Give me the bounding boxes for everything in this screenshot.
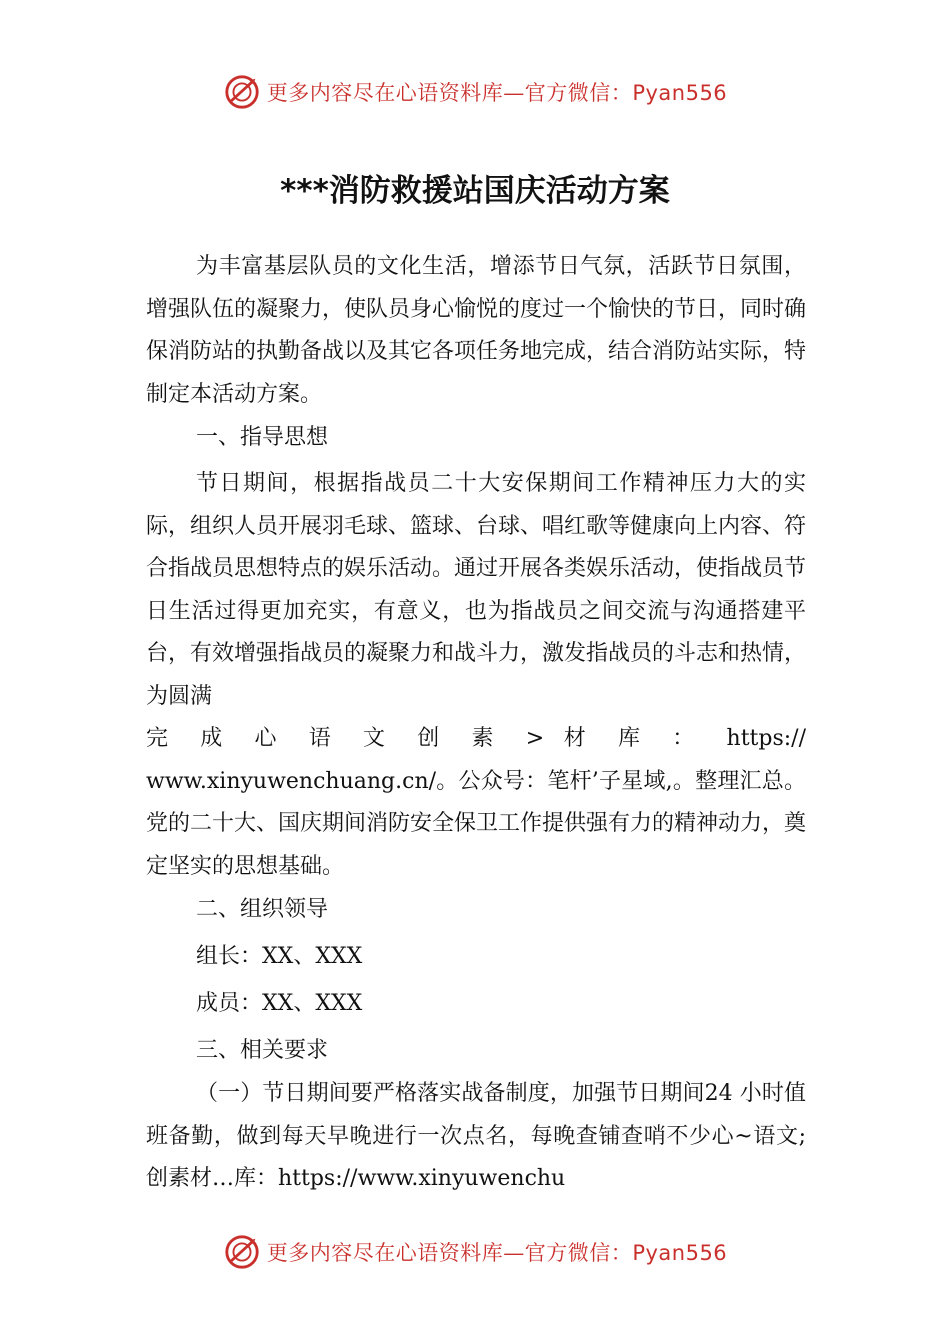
- section-heading-requirements: 三、相关要求: [196, 1038, 329, 1063]
- requirements-paragraph: （一）节日期间要严格落实战备制度，加强节日期间24 小时值班备勤，做到每天早晚进行一次点名，每晚查铺查哨不少心~语文;创素材…库：https://www.xinyuwenchu: [146, 1081, 806, 1191]
- section-heading-guiding-thought: 一、指导思想: [196, 425, 329, 450]
- leader-line: 组长：XX、XXX: [196, 944, 363, 969]
- watermark-text: 更多内容尽在心语资料库—官方微信：Pyan556: [266, 1241, 728, 1265]
- member-line: 成员：XX、XXX: [196, 991, 363, 1016]
- guiding-thought-paragraph: 节日期间，根据指战员二十大安保期间工作精神压力大的实际，组织人员开展羽毛球、篮球、台球、唱红歌等健康向上内容、符合指战员思想特点的娱乐活动。通过开展各类娱乐活动，使指战员节日生活过得更加充实，有意义，也为指战员之间交流与沟通搭建平台，有效增强指战员的凝聚力和战斗力，激发指战员的斗志和热情，为圆满: [146, 471, 807, 709]
- watermark-text: 更多内容尽在心语资料库—官方微信：Pyan556: [266, 81, 728, 105]
- wechat-id: Pyan556: [632, 1241, 728, 1265]
- document-title: ***消防救援站国庆活动方案: [280, 173, 670, 209]
- intro-paragraph: 为丰富基层队员的文化生活，增添节日气氛，活跃节日氛围，增强队伍的凝聚力，使队员身心愉悦的度过一个愉快的节日，同时确保消防站的执勤备战以及其它各项任务地完成，结合消防站实际，特制定本活动方案。: [146, 254, 807, 407]
- wechat-id: Pyan556: [632, 81, 728, 105]
- section-heading-organization: 二、组织领导: [196, 897, 329, 922]
- brand-logo-icon: [223, 73, 261, 111]
- guiding-thought-spaced-line: 完 成 心 语 文 创 素 > 材 库 ： https://: [146, 726, 806, 751]
- brand-logo-icon: [223, 1233, 261, 1271]
- footer-watermark: [0, 1230, 950, 1274]
- header-watermark: [0, 70, 950, 114]
- document-body: [146, 246, 806, 1201]
- guiding-thought-paragraph-continued: www.xinyuwenchuang.cn/。公众号：笔杆’子星域,。整理汇总。党的二十大、国庆期间消防安全保卫工作提供强有力的精神动力，奠定坚实的思想基础。: [146, 768, 807, 879]
